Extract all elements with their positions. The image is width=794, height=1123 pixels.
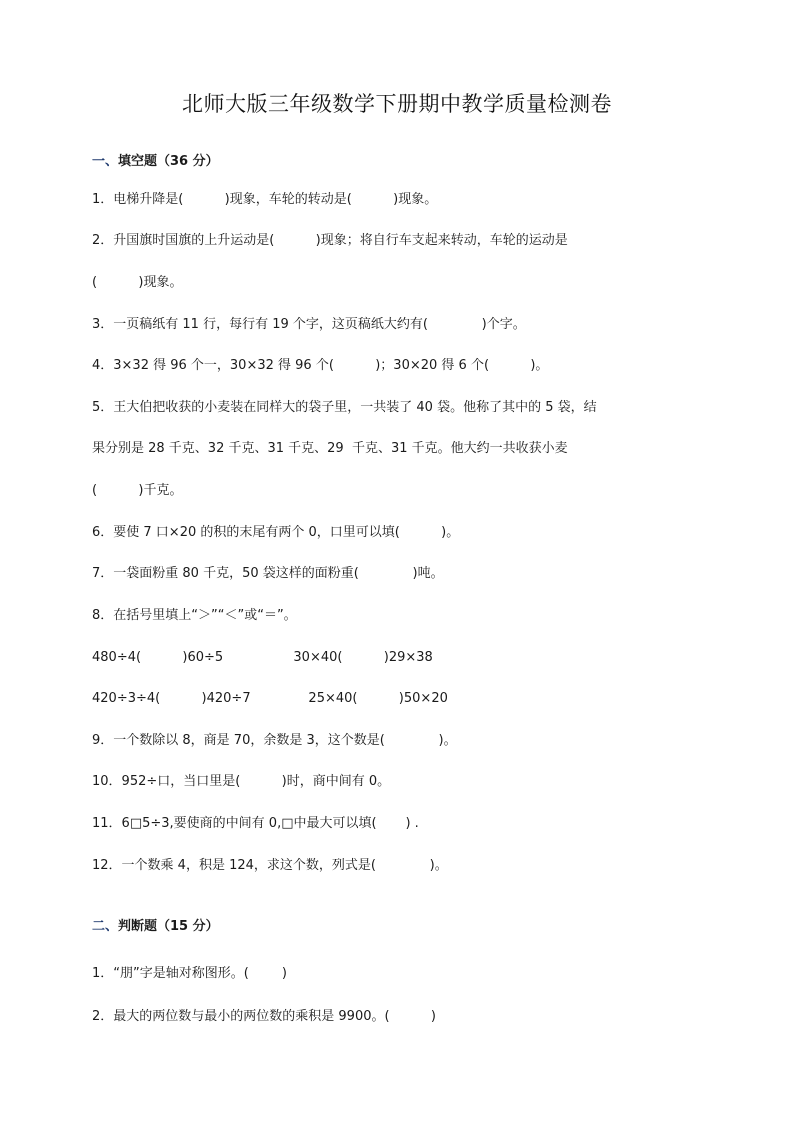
page-title: 北师大版三年级数学下册期中教学质量检测卷 [182,92,612,116]
question-line: 1．“朋”字是轴对称图形。( ) [92,966,287,981]
question-line: 2．升国旗时国旗的上升运动是( )现象；将自行车支起来转动，车轮的运动是 [92,233,568,248]
question-line: 420÷3÷4( )420÷7 25×40( )50×20 [92,691,448,706]
section-title: 填空题（36 分） [118,154,219,169]
question-line: 5．王大伯把收获的小麦装在同样大的袋子里，一共装了 40 袋。他称了其中的 5 袋，结 [92,400,597,415]
question-line: 7．一袋面粉重 80 千克，50 袋这样的面粉重( )吨。 [92,566,444,581]
question-line: 480÷4( )60÷5 30×40( )29×38 [92,650,433,665]
question-line: ( )现象。 [92,275,183,290]
question-line: 3．一页稿纸有 11 行，每行有 19 个字，这页稿纸大约有( )个字。 [92,317,526,332]
question-line: 2．最大的两位数与最小的两位数的乘积是 9900。( ) [92,1009,436,1024]
question-line: ( )千克。 [92,483,183,498]
question-line: 4．3×32 得 96 个一，30×32 得 96 个( )；30×20 得 6 个( )。 [92,358,549,373]
section-number: 二、 [92,919,119,934]
question-line: 10．952÷口，当口里是( )时，商中间有 0。 [92,774,391,789]
question-line: 1．电梯升降是( )现象，车轮的转动是( )现象。 [92,192,438,207]
question-line: 9．一个数除以 8，商是 70，余数是 3，这个数是( )。 [92,733,457,748]
section-title: 判断题（15 分） [118,919,219,934]
section-heading-true-false [92,915,219,934]
section-number: 一、 [92,154,119,169]
question-line: 8．在括号里填上“＞”“＜”或“＝”。 [92,608,297,623]
question-line: 12．一个数乘 4，积是 124，求这个数，列式是( )。 [92,858,448,873]
question-line: 6．要使 7 口×20 的积的末尾有两个 0，口里可以填( )。 [92,525,460,540]
section-heading-fill-in [92,150,219,169]
question-line: 果分别是 28 千克、32 千克、31 千克、29 千克、31 千克。他大约一共收获小麦 [92,441,568,456]
question-line: 11．6□5÷3,要使商的中间有 0,□中最大可以填( ) . [92,816,419,831]
